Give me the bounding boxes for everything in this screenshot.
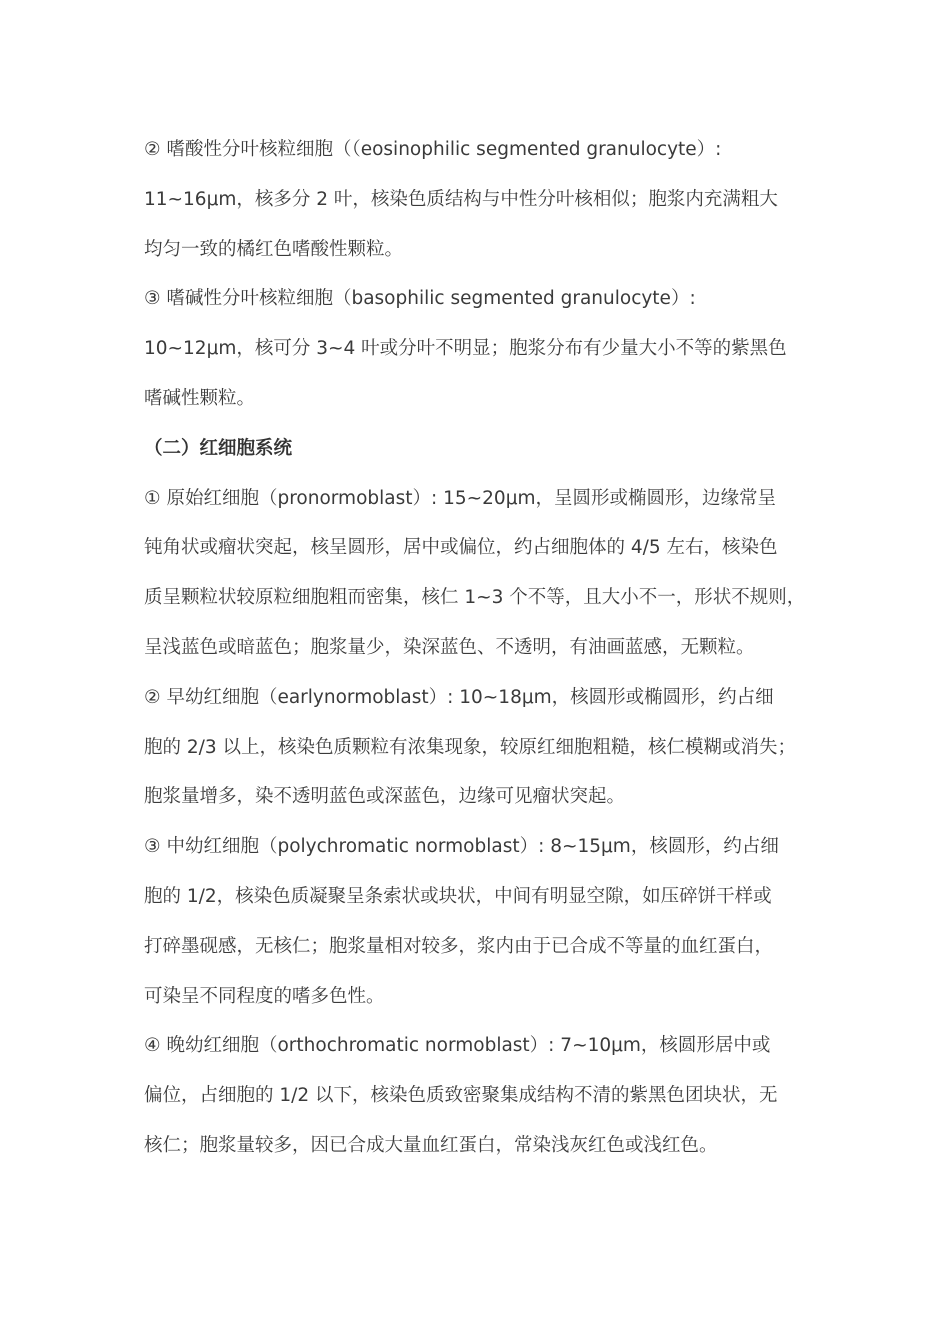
- text-line: 嗜碱性颗粒。: [144, 387, 256, 409]
- document-body: [144, 125, 824, 1171]
- text-line: 呈浅蓝色或暗蓝色；胞浆量少，染深蓝色、不透明，有油画蓝感，无颗粒。: [144, 636, 755, 658]
- text-line: 均匀一致的橘红色嗜酸性颗粒。: [144, 238, 404, 260]
- text-line: ② 早幼红细胞（earlynormoblast）: 10~18μm，核圆形或椭圆形，约占细: [144, 686, 774, 708]
- text-line: 钝角状或瘤状突起，核呈圆形，居中或偏位，约占细胞体的 4/5 左右，核染色: [144, 537, 778, 559]
- text-line: 可染呈不同程度的嗜多色性。: [144, 985, 385, 1007]
- text-line: 偏位，占细胞的 1/2 以下，核染色质致密聚集成结构不清的紫黑色团块状，无: [144, 1085, 778, 1107]
- section-heading: （二）红细胞系统: [144, 437, 293, 459]
- text-line: 核仁；胞浆量较多，因已合成大量血红蛋白，常染浅灰红色或浅红色。: [144, 1134, 718, 1156]
- text-line: 11~16μm，核多分 2 叶，核染色质结构与中性分叶核相似；胞浆内充满粗大: [144, 188, 778, 210]
- text-line: ③ 中幼红细胞（polychromatic normoblast）: 8~15μm，核圆形，约占细: [144, 836, 779, 858]
- text-line: 胞的 1/2，核染色质凝聚呈条索状或块状，中间有明显空隙，如压碎饼干样或: [144, 885, 772, 907]
- text-line: 打碎墨砚感，无核仁；胞浆量相对较多，浆内由于已合成不等量的血红蛋白，: [144, 935, 774, 957]
- text-line: 质呈颗粒状较原粒细胞粗而密集，核仁 1~3 个不等，且大小不一，形状不规则，: [144, 587, 806, 609]
- text-line: ① 原始红细胞（pronormoblast）: 15~20μm，呈圆形或椭圆形，边缘常呈: [144, 487, 776, 509]
- text-line: ④ 晚幼红细胞（orthochromatic normoblast）: 7~10μm，核圆形居中或: [144, 1035, 771, 1057]
- text-line: ③ 嗜碱性分叶核粒细胞（basophilic segmented granulocyte）:: [144, 288, 696, 310]
- text-line: ② 嗜酸性分叶核粒细胞（（eosinophilic segmented granulocyte）:: [144, 139, 722, 160]
- text-line: 胞浆量增多，染不透明蓝色或深蓝色，边缘可见瘤状突起。: [144, 786, 626, 808]
- text-line: 10~12μm，核可分 3~4 叶或分叶不明显；胞浆分布有少量大小不等的紫黑色: [144, 338, 787, 360]
- text-line: 胞的 2/3 以上，核染色质颗粒有浓集现象，较原红细胞粗糙，核仁模糊或消失；: [144, 736, 797, 758]
